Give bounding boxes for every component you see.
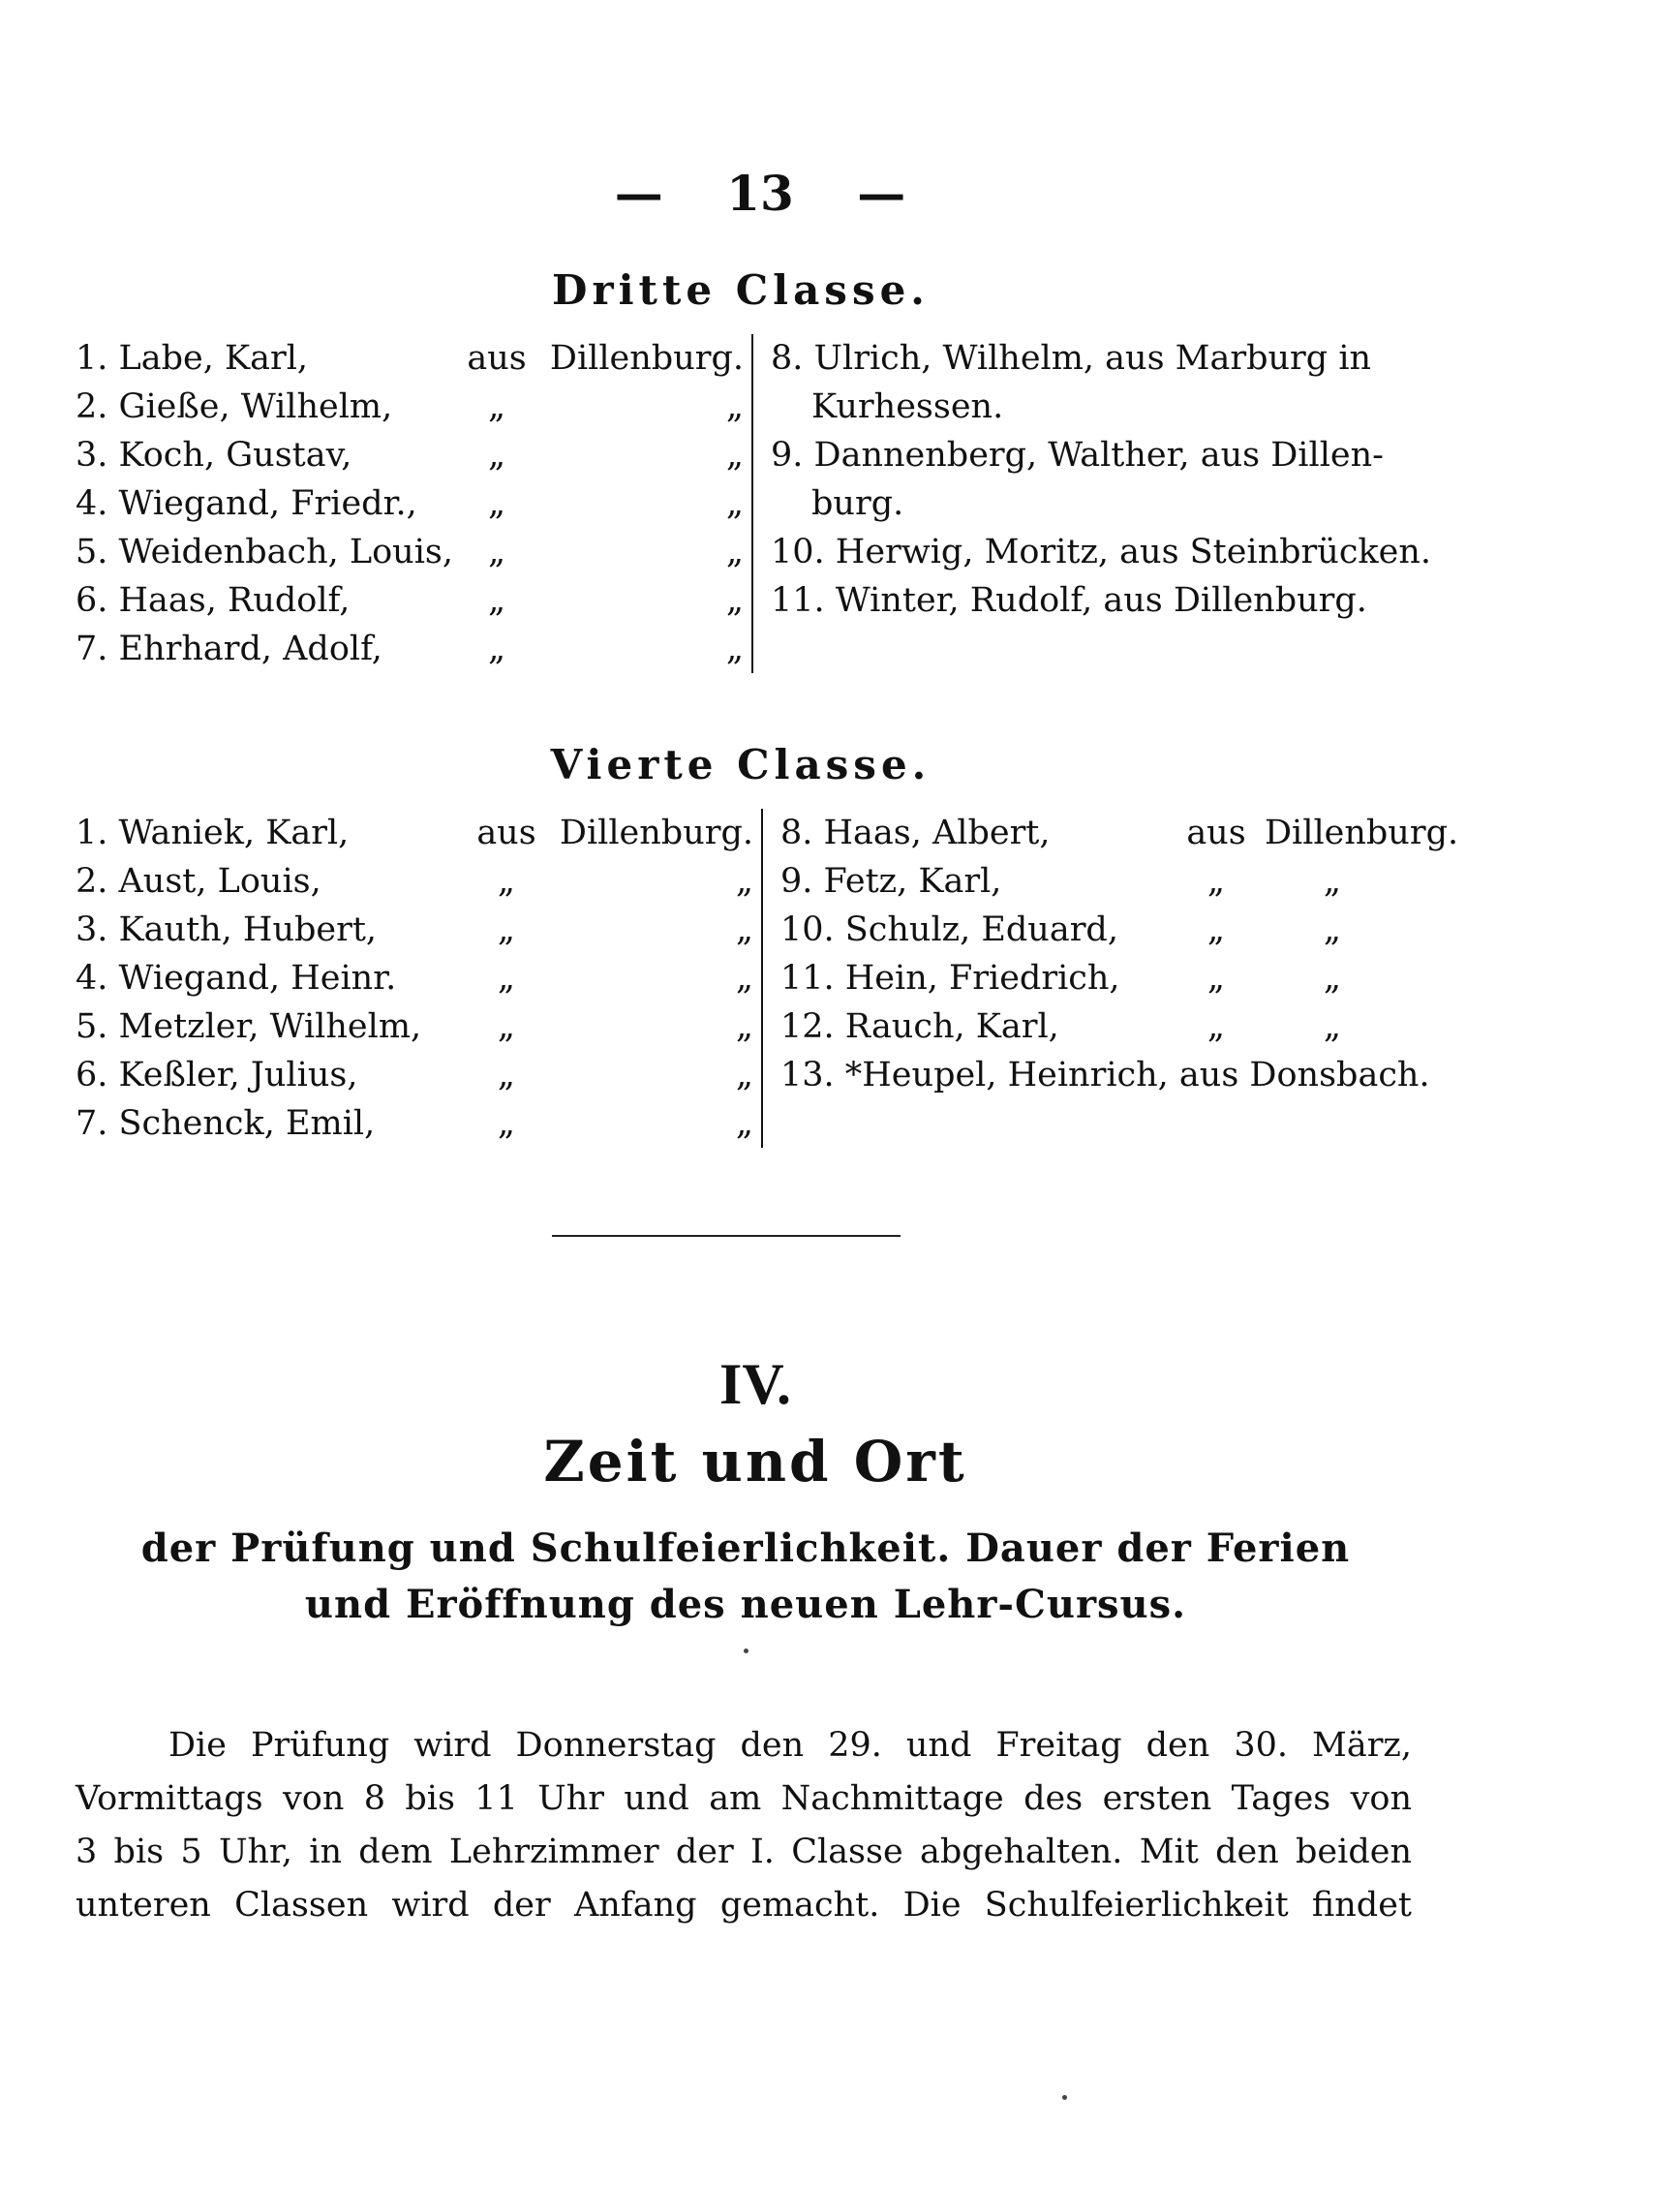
roster-entry: 2. Aust, Louis, „ „ bbox=[76, 862, 753, 901]
body-line: Vormittags von 8 bis 11 Uhr und am Nachmittage des ersten Tages von bbox=[76, 1779, 1412, 1818]
section-divider bbox=[552, 1235, 901, 1237]
vierte-left-column bbox=[76, 809, 762, 1148]
section-roman-numeral: IV. bbox=[719, 1352, 791, 1416]
body-line: 3 bis 5 Uhr, in dem Lehrzimmer der I. Classe abgehalten. Mit den beiden bbox=[76, 1833, 1412, 1871]
roster-entry: 1. Waniek, Karl, aus Dillenburg. bbox=[76, 814, 753, 852]
roster-entry: 3. Koch, Gustav, „ „ bbox=[76, 436, 745, 475]
print-speck bbox=[744, 1649, 748, 1653]
body-line: Die Prüfung wird Donnerstag den 29. und Freitag den 30. März, bbox=[168, 1726, 1412, 1765]
dritte-classe-roster bbox=[76, 334, 1431, 673]
roster-entry: 6. Haas, Rudolf, „ „ bbox=[76, 581, 745, 620]
roster-line: 11. Winter, Rudolf, aus Dillenburg. bbox=[771, 581, 1367, 620]
roster-entry: 10. Schulz, Eduard, „ „ bbox=[780, 910, 1342, 949]
roster-line: Kurhessen. bbox=[811, 387, 1004, 426]
roster-line: burg. bbox=[811, 484, 904, 523]
roster-entry: 12. Rauch, Karl, „ „ bbox=[780, 1007, 1342, 1046]
roster-line: 9. Dannenberg, Walther, aus Dillen- bbox=[771, 436, 1384, 475]
roster-entry: 4. Wiegand, Friedr., „ „ bbox=[76, 484, 745, 523]
roster-entry: 4. Wiegand, Heinr. „ „ bbox=[76, 959, 753, 998]
roster-line: 8. Ulrich, Wilhelm, aus Marburg in bbox=[771, 339, 1372, 378]
body-line: unteren Classen wird der Anfang gemacht. Die Schulfeierlichkeit findet bbox=[76, 1886, 1412, 1925]
roster-entry: 1. Labe, Karl, aus Dillenburg. bbox=[76, 339, 745, 378]
dritte-left-column bbox=[76, 334, 752, 673]
section-title: Zeit und Ort bbox=[543, 1429, 967, 1495]
vierte-right-column bbox=[762, 809, 1459, 1148]
roster-entry: 3. Kauth, Hubert, „ „ bbox=[76, 910, 753, 949]
roster-entry: 6. Keßler, Julius, „ „ bbox=[76, 1056, 753, 1094]
roster-entry: 2. Gieße, Wilhelm, „ „ bbox=[76, 387, 745, 426]
roster-line: 10. Herwig, Moritz, aus Steinbrücken. bbox=[771, 533, 1432, 571]
roster-entry: 5. Metzler, Wilhelm, „ „ bbox=[76, 1007, 753, 1046]
roster-entry: 7. Schenck, Emil, „ „ bbox=[76, 1104, 753, 1143]
dritte-right-column bbox=[752, 334, 1431, 673]
print-speck bbox=[1062, 2095, 1067, 2100]
roster-entry: 5. Weidenbach, Louis, „ „ bbox=[76, 533, 745, 571]
dritte-classe-heading: Dritte Classe. bbox=[552, 266, 930, 314]
page-number bbox=[0, 165, 1520, 222]
section-subtitle-line-1: der Prüfung und Schulfeierlichkeit. Dauer der Ferien bbox=[140, 1525, 1351, 1571]
roster-entry: 7. Ehrhard, Adolf, „ „ bbox=[76, 630, 745, 668]
page-number-suffix: — bbox=[857, 165, 906, 222]
page-number-prefix: — bbox=[614, 165, 663, 222]
roster-line: 13. *Heupel, Heinrich, aus Donsbach. bbox=[780, 1056, 1430, 1094]
page-number-value: 13 bbox=[726, 165, 794, 222]
roster-entry: 8. Haas, Albert, aus Dillenburg. bbox=[780, 814, 1459, 852]
roster-entry: 9. Fetz, Karl, „ „ bbox=[780, 862, 1342, 901]
vierte-classe-roster bbox=[76, 809, 1459, 1148]
body-paragraph bbox=[76, 1719, 1412, 1932]
vierte-classe-heading: Vierte Classe. bbox=[550, 741, 932, 788]
section-subtitle-line-2: und Eröffnung des neuen Lehr-Cursus. bbox=[304, 1582, 1187, 1627]
roster-entry: 11. Hein, Friedrich, „ „ bbox=[780, 959, 1342, 998]
